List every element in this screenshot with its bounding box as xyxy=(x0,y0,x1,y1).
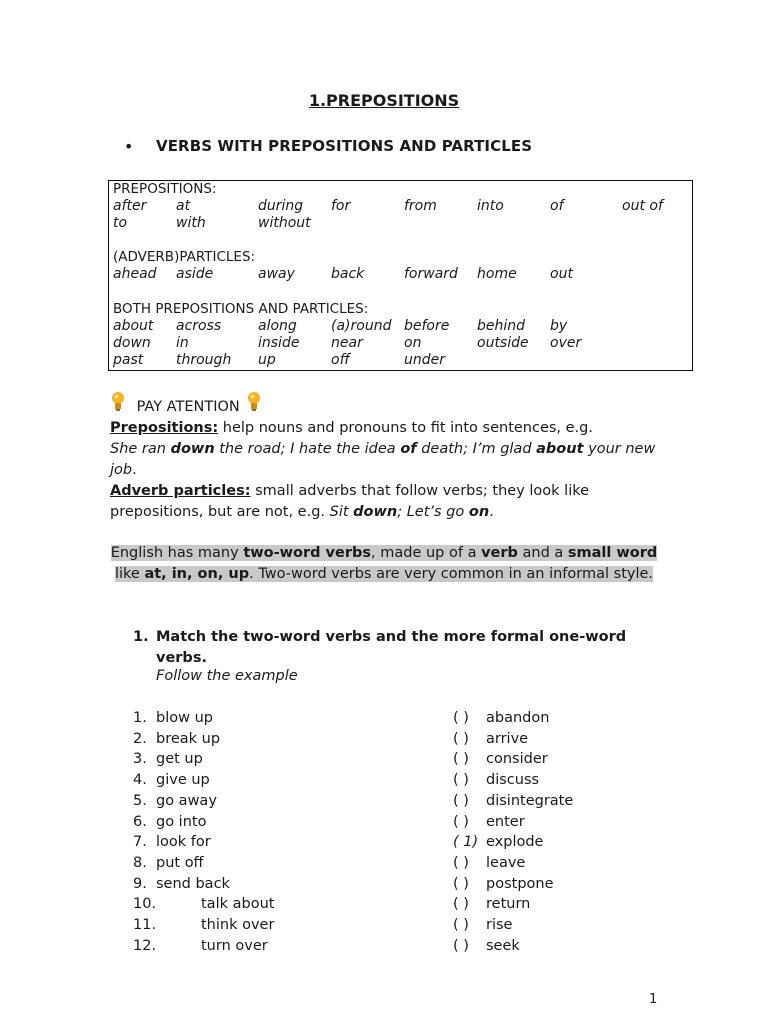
word-cell: inside xyxy=(258,335,300,351)
page-title: 1.PREPOSITIONS xyxy=(308,91,460,110)
word-cell: away xyxy=(258,266,295,282)
lightbulb-icon xyxy=(246,391,262,417)
item-text: turn over xyxy=(201,937,268,954)
word-cell: (a)round xyxy=(331,318,392,334)
answer-box[interactable]: ( ) xyxy=(453,896,469,913)
pay-attention-label: PAY ATENTION xyxy=(136,399,240,415)
item-text: postpone xyxy=(486,875,554,892)
particles-term: Adverb particles: xyxy=(110,483,251,499)
note-text: English has many xyxy=(110,545,244,561)
item-number: 8. xyxy=(133,854,147,871)
word-cell: at xyxy=(176,198,191,214)
note-text: . Two-word verbs are very common in an informal style. xyxy=(249,566,654,582)
note-bold: at, in, on, up xyxy=(144,566,250,582)
item-text: send back xyxy=(156,875,230,892)
answer-box[interactable]: ( ) xyxy=(453,792,469,809)
exercise-instruction: Follow the example xyxy=(156,668,298,684)
item-text: seek xyxy=(486,937,520,954)
word-cell: by xyxy=(550,318,568,334)
word-cell: after xyxy=(113,198,147,214)
item-text: enter xyxy=(486,813,525,830)
word-cell: to xyxy=(113,215,128,231)
example-text: Sit xyxy=(329,504,354,520)
exercise-number: 1. xyxy=(133,629,149,645)
note-text: like xyxy=(114,566,145,582)
item-text: rise xyxy=(486,917,513,933)
item-text: break up xyxy=(156,730,221,747)
item-number: 1. xyxy=(133,710,147,726)
word-cell: for xyxy=(331,198,351,214)
word-cell: back xyxy=(331,266,365,282)
item-number: 10. xyxy=(133,896,157,913)
word-cell: during xyxy=(258,198,304,214)
word-cell: past xyxy=(113,352,144,368)
word-cell: outside xyxy=(477,335,529,351)
particles-label: (ADVERB)PARTICLES: xyxy=(113,249,256,265)
item-number: 6. xyxy=(133,813,147,830)
item-text: give up xyxy=(156,772,210,789)
word-cell: without xyxy=(258,215,311,231)
item-text: go away xyxy=(156,792,217,809)
word-cell: out of xyxy=(622,198,663,214)
note-bold: two-word verbs xyxy=(243,545,372,561)
word-cell: over xyxy=(550,335,582,351)
word-cell: of xyxy=(550,198,564,214)
answer-box[interactable]: ( ) xyxy=(453,751,469,768)
item-text: return xyxy=(486,896,531,913)
prepositions-note xyxy=(110,418,670,481)
item-number: 3. xyxy=(133,751,147,768)
item-number: 9. xyxy=(133,875,147,892)
answer-box[interactable]: ( ) xyxy=(453,854,469,871)
item-text: explode xyxy=(486,834,544,851)
item-text: put off xyxy=(156,854,204,871)
word-cell: near xyxy=(331,335,363,351)
item-text: disintegrate xyxy=(486,792,574,809)
word-cell: off xyxy=(331,352,350,368)
item-text: consider xyxy=(486,751,548,768)
answer-box[interactable]: ( ) xyxy=(453,772,469,789)
word-cell: home xyxy=(477,266,517,282)
word-cell: on xyxy=(404,335,422,351)
item-text: blow up xyxy=(156,710,213,726)
word-cell: into xyxy=(477,198,504,214)
item-text: go into xyxy=(156,813,207,830)
lightbulb-icon xyxy=(110,391,126,417)
word-cell: down xyxy=(113,335,151,351)
item-number: 5. xyxy=(133,792,147,809)
note-text: , made up of a xyxy=(371,545,482,561)
page-number: 1 xyxy=(649,992,658,1007)
example-bold: down xyxy=(353,504,398,520)
word-cell: along xyxy=(258,318,297,334)
answer-box[interactable]: ( ) xyxy=(453,917,469,933)
prepositions-definition: help nouns and pronouns to fit into sentences, e.g. xyxy=(218,420,593,436)
word-cell: behind xyxy=(477,318,526,334)
example-bold: about xyxy=(536,441,584,457)
answer-box[interactable]: ( ) xyxy=(453,937,469,954)
example-text: death; I’m glad xyxy=(416,441,537,457)
answer-box[interactable]: ( ) xyxy=(453,875,469,892)
answer-box[interactable]: ( 1) xyxy=(453,834,479,851)
item-text: arrive xyxy=(486,730,529,747)
both-label: BOTH PREPOSITIONS AND PARTICLES: xyxy=(113,301,369,317)
example-bold: down xyxy=(170,441,215,457)
word-cell: ahead xyxy=(113,266,157,282)
item-number: 12. xyxy=(133,937,157,954)
exercise-title-text: Match the two-word verbs and the more formal one-word verbs. xyxy=(156,629,627,666)
item-number: 2. xyxy=(133,730,147,747)
item-text: abandon xyxy=(486,710,550,726)
item-number: 11. xyxy=(133,917,157,933)
bullet-marker: • xyxy=(124,137,134,156)
word-cell: forward xyxy=(404,266,458,282)
word-cell: before xyxy=(404,318,450,334)
prepositions-label: PREPOSITIONS: xyxy=(113,181,217,197)
example-bold: on xyxy=(468,504,490,520)
item-text: leave xyxy=(486,854,526,871)
item-text: look for xyxy=(156,834,211,851)
item-number: 4. xyxy=(133,772,147,789)
word-cell: aside xyxy=(176,266,214,282)
example-text: She ran xyxy=(110,441,171,457)
note-bold: small word xyxy=(567,545,658,561)
item-text: get up xyxy=(156,751,203,768)
example-end: . xyxy=(132,462,137,478)
particles-note xyxy=(110,481,670,523)
prepositions-particles-box xyxy=(108,180,693,371)
particles-definition: small adverbs that follow verbs; they look like prepositions, but are not, e.g. xyxy=(110,483,590,520)
answer-box[interactable]: ( ) xyxy=(453,730,469,747)
two-word-verbs-note xyxy=(110,543,658,585)
example-text: the road; I hate the idea xyxy=(214,441,401,457)
item-text: discuss xyxy=(486,772,540,789)
word-cell: in xyxy=(176,335,189,351)
answer-box[interactable]: ( ) xyxy=(453,710,469,726)
note-bold: verb xyxy=(481,545,518,561)
section-heading: VERBS WITH PREPOSITIONS AND PARTICLES xyxy=(156,137,533,155)
word-cell: with xyxy=(176,215,206,231)
note-text: and a xyxy=(517,545,568,561)
word-cell: out xyxy=(550,266,573,282)
word-cell: under xyxy=(404,352,446,368)
item-text: think over xyxy=(201,917,275,933)
word-cell: through xyxy=(176,352,232,368)
example-text: ; Let’s go xyxy=(397,504,469,520)
word-cell: across xyxy=(176,318,222,334)
item-number: 7. xyxy=(133,834,147,851)
word-cell: up xyxy=(258,352,276,368)
example-end: . xyxy=(489,504,494,520)
word-cell: about xyxy=(113,318,154,334)
word-cell: from xyxy=(404,198,437,214)
example-bold: of xyxy=(400,441,417,457)
answer-box[interactable]: ( ) xyxy=(453,813,469,830)
item-text: talk about xyxy=(201,896,275,913)
pay-attention-heading xyxy=(110,391,262,417)
example-text: your new job xyxy=(110,441,656,478)
prepositions-term: Prepositions: xyxy=(110,420,219,436)
